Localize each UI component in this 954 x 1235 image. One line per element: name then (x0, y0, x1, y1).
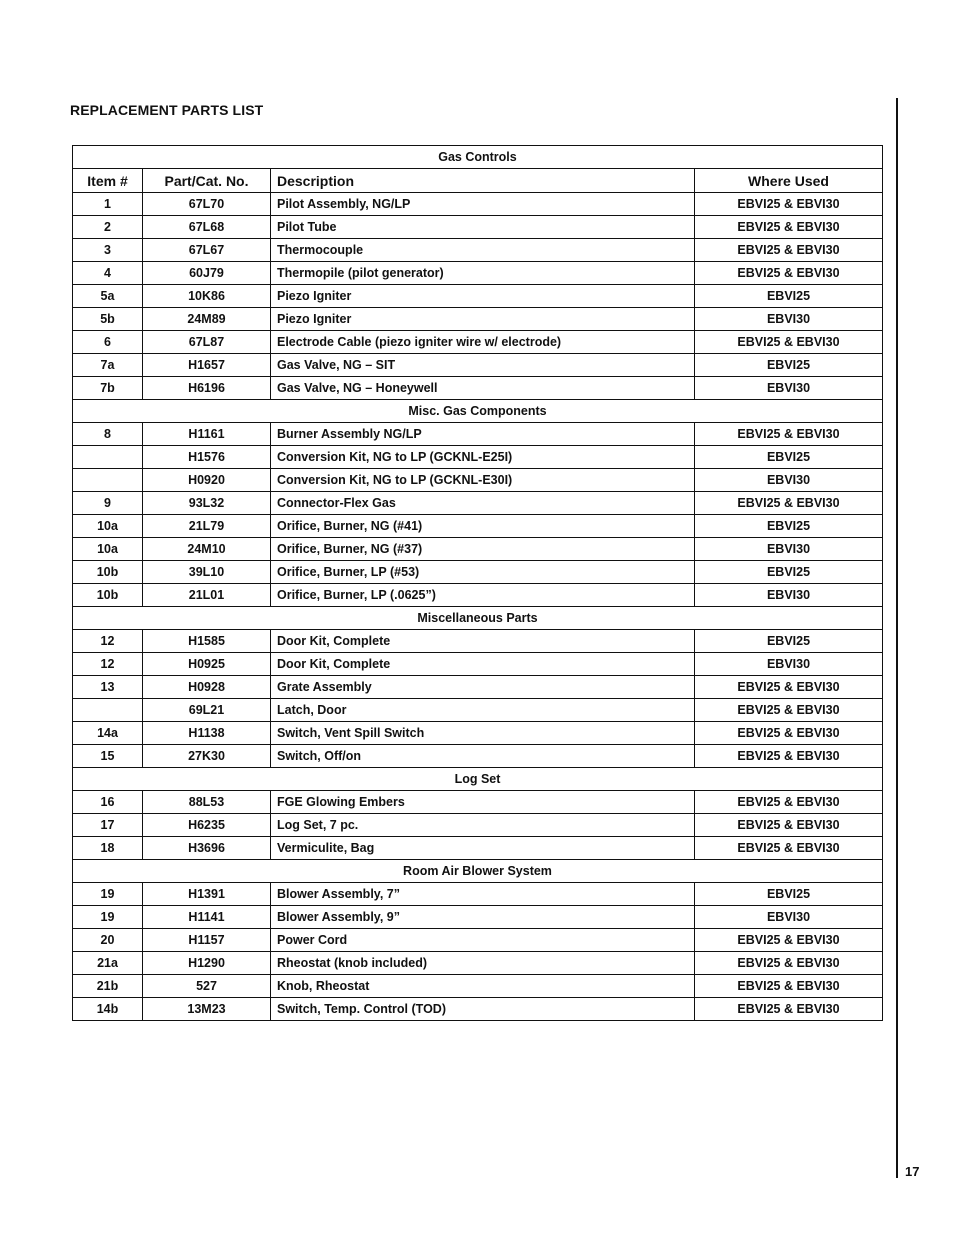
where-used: EBVI30 (695, 469, 883, 492)
part-number: 88L53 (143, 791, 271, 814)
table-row (73, 239, 883, 262)
part-number: H1657 (143, 354, 271, 377)
where-used: EBVI25 & EBVI30 (695, 423, 883, 446)
part-number: 527 (143, 975, 271, 998)
table-row (73, 975, 883, 998)
table-row (73, 998, 883, 1021)
table-row (73, 791, 883, 814)
part-description: Blower Assembly, 7” (271, 883, 695, 906)
part-number: H0920 (143, 469, 271, 492)
part-description: Orifice, Burner, NG (#37) (271, 538, 695, 561)
where-used: EBVI25 & EBVI30 (695, 699, 883, 722)
where-used: EBVI25 & EBVI30 (695, 492, 883, 515)
part-number: 60J79 (143, 262, 271, 285)
page-title: REPLACEMENT PARTS LIST (70, 102, 264, 118)
table-row (73, 699, 883, 722)
table-row (73, 469, 883, 492)
part-number: H6196 (143, 377, 271, 400)
part-number: 13M23 (143, 998, 271, 1021)
item-number: 1 (73, 193, 143, 216)
part-number: H1157 (143, 929, 271, 952)
part-description: Pilot Assembly, NG/LP (271, 193, 695, 216)
part-description: Grate Assembly (271, 676, 695, 699)
part-description: Thermocouple (271, 239, 695, 262)
part-description: Conversion Kit, NG to LP (GCKNL-E30I) (271, 469, 695, 492)
item-number: 19 (73, 906, 143, 929)
header-where-used: Where Used (695, 169, 883, 193)
part-number: H1290 (143, 952, 271, 975)
item-number: 10b (73, 561, 143, 584)
part-description: Latch, Door (271, 699, 695, 722)
part-number: H0925 (143, 653, 271, 676)
item-number: 7b (73, 377, 143, 400)
part-number: 67L70 (143, 193, 271, 216)
where-used: EBVI25 & EBVI30 (695, 952, 883, 975)
section-title: Gas Controls (73, 146, 883, 169)
section-title: Misc. Gas Components (73, 400, 883, 423)
part-number: 21L01 (143, 584, 271, 607)
part-description: Switch, Off/on (271, 745, 695, 768)
parts-table (72, 145, 883, 1021)
part-number: 67L87 (143, 331, 271, 354)
table-row (73, 262, 883, 285)
item-number: 4 (73, 262, 143, 285)
where-used: EBVI25 & EBVI30 (695, 239, 883, 262)
table-row (73, 653, 883, 676)
part-number: H1161 (143, 423, 271, 446)
where-used: EBVI25 (695, 630, 883, 653)
item-number: 12 (73, 653, 143, 676)
table-row (73, 515, 883, 538)
part-description: Connector-Flex Gas (271, 492, 695, 515)
part-description: Blower Assembly, 9” (271, 906, 695, 929)
section-title: Log Set (73, 768, 883, 791)
item-number: 7a (73, 354, 143, 377)
part-number: 39L10 (143, 561, 271, 584)
where-used: EBVI30 (695, 584, 883, 607)
item-number: 21b (73, 975, 143, 998)
part-description: Knob, Rheostat (271, 975, 695, 998)
item-number: 10b (73, 584, 143, 607)
where-used: EBVI25 & EBVI30 (695, 193, 883, 216)
part-description: Burner Assembly NG/LP (271, 423, 695, 446)
part-number: H1138 (143, 722, 271, 745)
where-used: EBVI25 (695, 354, 883, 377)
where-used: EBVI25 & EBVI30 (695, 814, 883, 837)
table-row (73, 331, 883, 354)
part-description: Gas Valve, NG – Honeywell (271, 377, 695, 400)
where-used: EBVI25 (695, 515, 883, 538)
where-used: EBVI25 & EBVI30 (695, 998, 883, 1021)
section-row (73, 400, 883, 423)
section-title: Miscellaneous Parts (73, 607, 883, 630)
table-row (73, 377, 883, 400)
where-used: EBVI25 (695, 883, 883, 906)
table-row (73, 308, 883, 331)
part-description: Piezo Igniter (271, 285, 695, 308)
table-row (73, 814, 883, 837)
section-row (73, 146, 883, 169)
item-number: 18 (73, 837, 143, 860)
section-title: Room Air Blower System (73, 860, 883, 883)
where-used: EBVI30 (695, 377, 883, 400)
item-number: 5a (73, 285, 143, 308)
where-used: EBVI25 & EBVI30 (695, 745, 883, 768)
table-row (73, 745, 883, 768)
item-number: 10a (73, 515, 143, 538)
part-description: Rheostat (knob included) (271, 952, 695, 975)
table-row (73, 630, 883, 653)
item-number: 15 (73, 745, 143, 768)
table-row (73, 492, 883, 515)
table-row (73, 538, 883, 561)
section-row (73, 768, 883, 791)
table-row (73, 929, 883, 952)
item-number: 10a (73, 538, 143, 561)
part-description: Electrode Cable (piezo igniter wire w/ electrode) (271, 331, 695, 354)
where-used: EBVI25 & EBVI30 (695, 791, 883, 814)
where-used: EBVI25 & EBVI30 (695, 722, 883, 745)
table-row (73, 446, 883, 469)
part-description: Orifice, Burner, NG (#41) (271, 515, 695, 538)
section-row (73, 607, 883, 630)
part-description: Orifice, Burner, LP (.0625”) (271, 584, 695, 607)
side-rule (896, 98, 898, 1178)
part-number: H1141 (143, 906, 271, 929)
part-description: Orifice, Burner, LP (#53) (271, 561, 695, 584)
part-number: 24M10 (143, 538, 271, 561)
item-number (73, 469, 143, 492)
part-description: Door Kit, Complete (271, 630, 695, 653)
table-row (73, 952, 883, 975)
where-used: EBVI30 (695, 906, 883, 929)
item-number: 2 (73, 216, 143, 239)
header-part: Part/Cat. No. (143, 169, 271, 193)
table-row (73, 285, 883, 308)
part-number: 24M89 (143, 308, 271, 331)
item-number: 16 (73, 791, 143, 814)
item-number (73, 446, 143, 469)
item-number: 19 (73, 883, 143, 906)
part-description: Power Cord (271, 929, 695, 952)
item-number: 14a (73, 722, 143, 745)
part-description: FGE Glowing Embers (271, 791, 695, 814)
item-number: 8 (73, 423, 143, 446)
where-used: EBVI25 (695, 446, 883, 469)
table-row (73, 561, 883, 584)
item-number: 6 (73, 331, 143, 354)
item-number: 21a (73, 952, 143, 975)
part-description: Pilot Tube (271, 216, 695, 239)
part-description: Conversion Kit, NG to LP (GCKNL-E25I) (271, 446, 695, 469)
table-row (73, 837, 883, 860)
where-used: EBVI25 & EBVI30 (695, 262, 883, 285)
header-row (73, 169, 883, 193)
where-used: EBVI25 & EBVI30 (695, 676, 883, 699)
item-number: 9 (73, 492, 143, 515)
part-number: H0928 (143, 676, 271, 699)
page-number: 17 (905, 1164, 920, 1179)
where-used: EBVI25 (695, 561, 883, 584)
table-row (73, 216, 883, 239)
where-used: EBVI30 (695, 538, 883, 561)
where-used: EBVI25 (695, 285, 883, 308)
part-description: Log Set, 7 pc. (271, 814, 695, 837)
where-used: EBVI25 & EBVI30 (695, 331, 883, 354)
parts-table-body (73, 146, 883, 1021)
part-description: Door Kit, Complete (271, 653, 695, 676)
where-used: EBVI30 (695, 653, 883, 676)
part-number: 93L32 (143, 492, 271, 515)
where-used: EBVI25 & EBVI30 (695, 929, 883, 952)
part-number: 10K86 (143, 285, 271, 308)
part-number: H1585 (143, 630, 271, 653)
item-number: 12 (73, 630, 143, 653)
table-row (73, 676, 883, 699)
part-number: H1576 (143, 446, 271, 469)
part-description: Vermiculite, Bag (271, 837, 695, 860)
where-used: EBVI25 & EBVI30 (695, 216, 883, 239)
item-number: 3 (73, 239, 143, 262)
part-number: H1391 (143, 883, 271, 906)
item-number: 20 (73, 929, 143, 952)
part-description: Switch, Temp. Control (TOD) (271, 998, 695, 1021)
part-number: H6235 (143, 814, 271, 837)
table-row (73, 423, 883, 446)
part-number: 69L21 (143, 699, 271, 722)
part-number: 67L67 (143, 239, 271, 262)
where-used: EBVI25 & EBVI30 (695, 837, 883, 860)
item-number: 5b (73, 308, 143, 331)
part-number: 21L79 (143, 515, 271, 538)
item-number (73, 699, 143, 722)
table-row (73, 584, 883, 607)
where-used: EBVI25 & EBVI30 (695, 975, 883, 998)
table-row (73, 906, 883, 929)
part-number: 67L68 (143, 216, 271, 239)
header-description: Description (271, 169, 695, 193)
table-row (73, 193, 883, 216)
item-number: 13 (73, 676, 143, 699)
table-row (73, 722, 883, 745)
part-description: Piezo Igniter (271, 308, 695, 331)
header-item: Item # (73, 169, 143, 193)
item-number: 14b (73, 998, 143, 1021)
table-row (73, 354, 883, 377)
item-number: 17 (73, 814, 143, 837)
part-description: Thermopile (pilot generator) (271, 262, 695, 285)
part-number: 27K30 (143, 745, 271, 768)
part-description: Switch, Vent Spill Switch (271, 722, 695, 745)
table-row (73, 883, 883, 906)
part-number: H3696 (143, 837, 271, 860)
section-row (73, 860, 883, 883)
where-used: EBVI30 (695, 308, 883, 331)
part-description: Gas Valve, NG – SIT (271, 354, 695, 377)
